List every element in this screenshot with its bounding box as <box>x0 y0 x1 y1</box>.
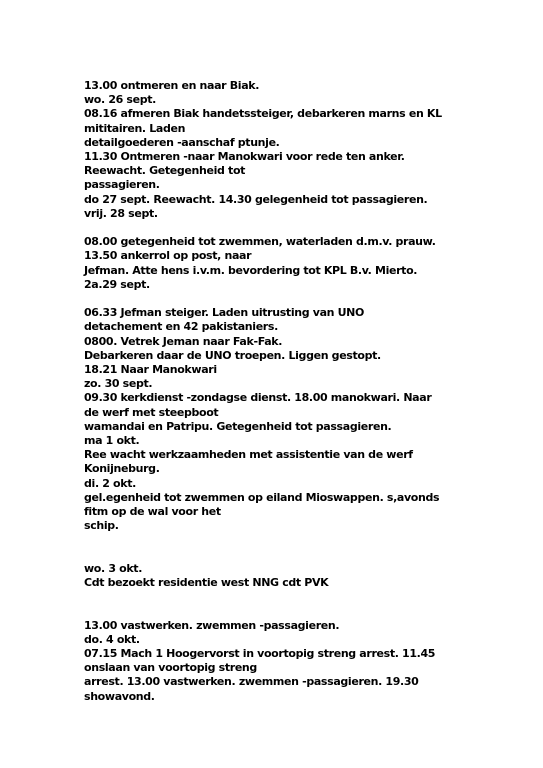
paragraph-gap <box>84 533 484 561</box>
text-line: 08.00 getegenheid tot zwemmen, waterladen d.m.v. prauw. <box>84 235 436 249</box>
text-line: 18.21 Naar Manokwari <box>84 363 217 377</box>
text-line: Konijneburg. <box>84 462 160 476</box>
text-line: 0800. Vetrek Jeman naar Fak-Fak. <box>84 334 283 348</box>
text-line: ma 1 okt. <box>84 434 140 448</box>
text-line: detailgoederen -aanschaf ptunje. <box>84 135 280 149</box>
paragraph-gap <box>84 590 484 618</box>
text-line: Cdt bezoekt residentie west NNG cdt PVK <box>84 576 329 590</box>
text-line: vrij. 28 sept. <box>84 206 158 220</box>
logbook-text <box>84 79 484 704</box>
text-line: 06.33 Jefman steiger. Laden uitrusting van UNO <box>84 306 365 320</box>
text-line: 13.00 ontmeren en naar Biak. <box>84 79 260 92</box>
text-line: schip. <box>84 519 119 533</box>
paragraph-gap <box>84 221 484 235</box>
text-line: de werf met steepboot <box>84 405 219 419</box>
text-line: fitm op de wal voor het <box>84 505 221 519</box>
text-line: Ree wacht werkzaamheden met assistentie van de werf <box>84 448 413 462</box>
text-line: 13.50 ankerrol op post, naar <box>84 249 252 263</box>
text-line: onslaan van voortopig streng <box>84 661 257 675</box>
paragraph-gap <box>84 292 484 306</box>
text-line: gel.egenheid tot zwemmen op eiland Mioswappen. s,avonds <box>84 490 440 504</box>
text-line: 2a.29 sept. <box>84 277 150 291</box>
text-line: do. 4 okt. <box>84 632 140 646</box>
text-line: wo. 3 okt. <box>84 561 143 575</box>
text-line: wamandai en Patripu. Getegenheid tot passagieren. <box>84 419 392 433</box>
text-line: Jefman. Atte hens i.v.m. bevordering tot KPL B.v. Mierto. <box>84 263 418 277</box>
text-line: 08.16 afmeren Biak handetssteiger, debarkeren marns en KL <box>84 107 442 121</box>
text-line: passagieren. <box>84 178 160 192</box>
text-line: di. 2 okt. <box>84 476 136 490</box>
text-line: detachement en 42 pakistaniers. <box>84 320 278 334</box>
text-line: showavond. <box>84 689 155 703</box>
text-line: 09.30 kerkdienst -zondagse dienst. 18.00 manokwari. Naar <box>84 391 432 405</box>
text-line: Debarkeren daar de UNO troepen. Liggen gestopt. <box>84 348 381 362</box>
text-line: Reewacht. Getegenheid tot <box>84 164 246 178</box>
text-line: mititairen. Laden <box>84 121 186 135</box>
text-line: 13.00 vastwerken. zwemmen -passagieren. <box>84 618 340 632</box>
text-line: 11.30 Ontmeren -naar Manokwari voor rede ten anker. <box>84 150 405 164</box>
text-line: zo. 30 sept. <box>84 377 153 391</box>
text-line: do 27 sept. Reewacht. 14.30 gelegenheid tot passagieren. <box>84 192 428 206</box>
text-line: 07.15 Mach 1 Hoogervorst in voortopig streng arrest. 11.45 <box>84 647 436 661</box>
text-line: arrest. 13.00 vastwerken. zwemmen -passagieren. 19.30 <box>84 675 419 689</box>
text-line: wo. 26 sept. <box>84 93 156 107</box>
